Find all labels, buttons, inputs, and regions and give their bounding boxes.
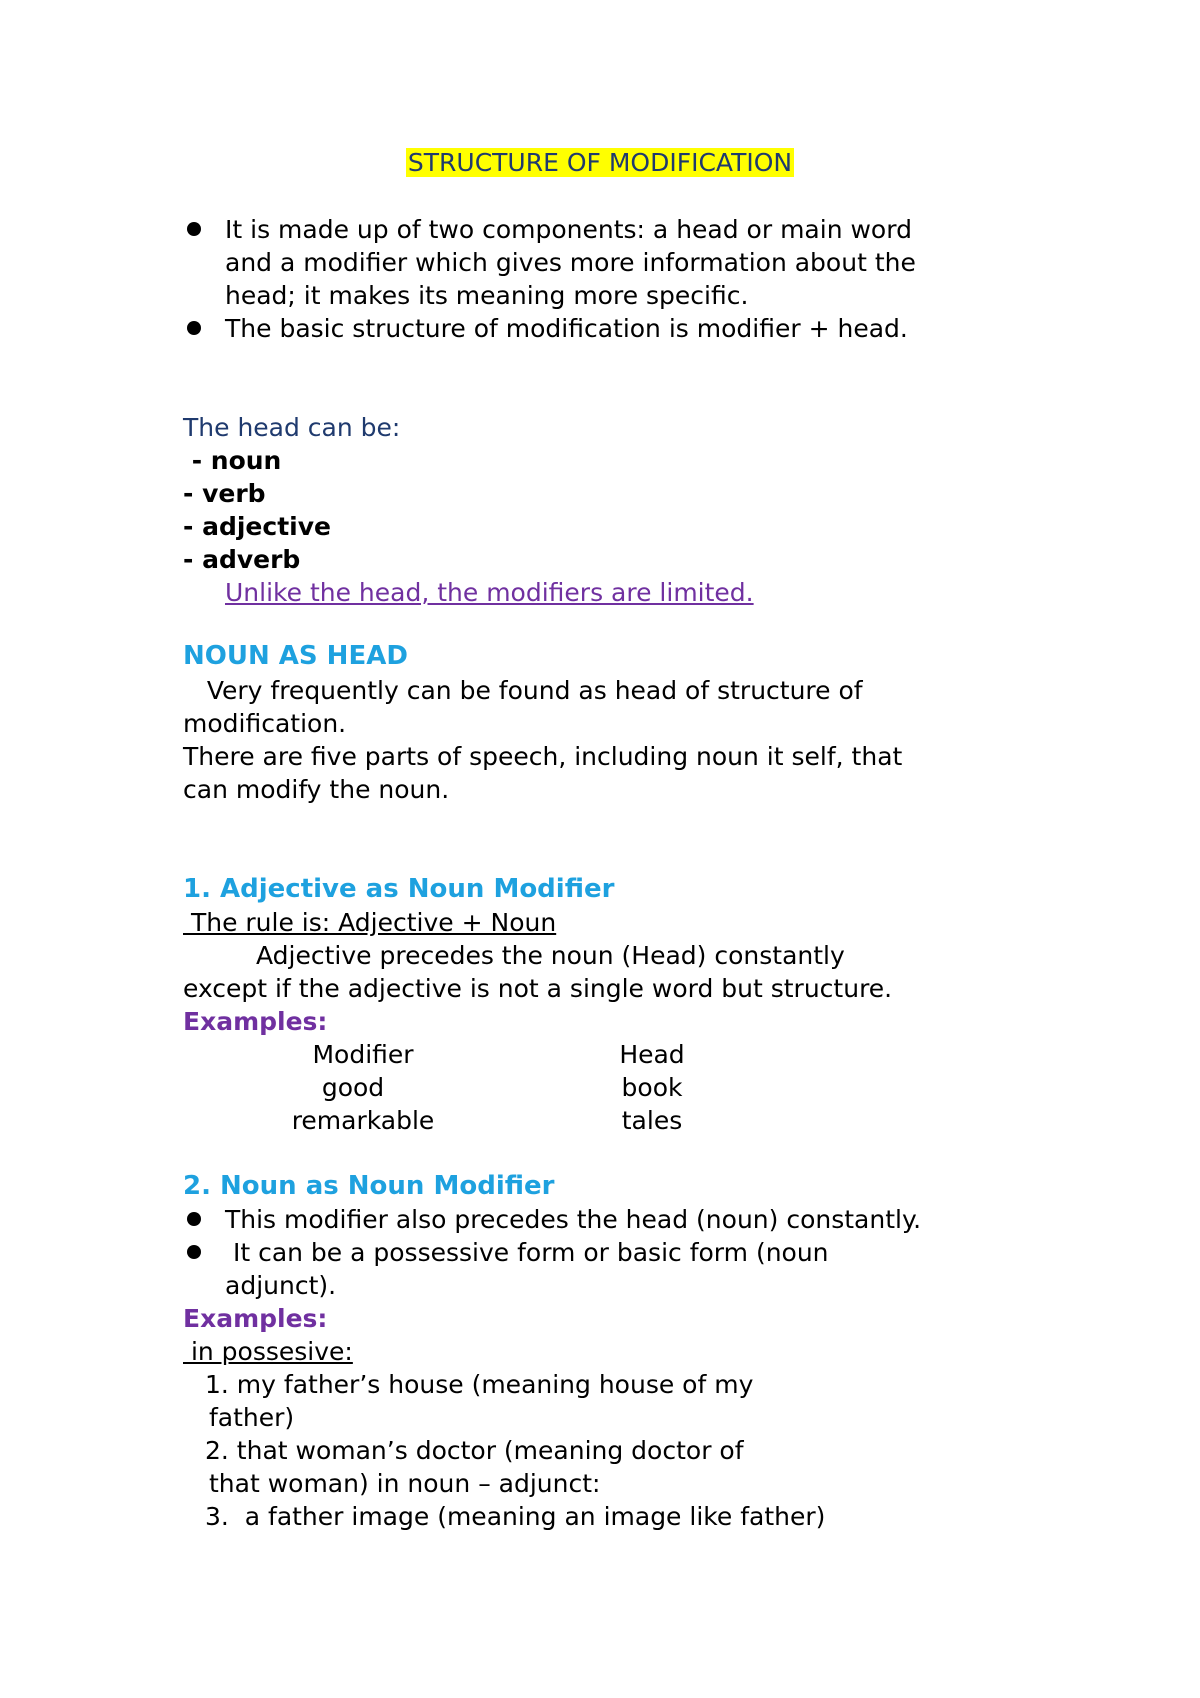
table-cell-head-1: book [621,1073,683,1102]
head-item-verb: - verb [183,479,266,508]
page-title [0,146,1200,179]
intro-bullet-1-line-1: It is made up of two components: a head or main word [225,215,912,244]
noun-as-head-line-3: There are five parts of speech, including noun it self, that [183,742,903,771]
noun-as-head-line-4: can modify the noun. [183,775,450,804]
example-1-line-2: father) [209,1403,295,1432]
head-item-adverb: - adverb [183,545,301,574]
intro-bullet-1-line-3: head; it makes its meaning more specific. [225,281,749,310]
table-cell-modifier-1: good [321,1073,385,1102]
example-1-line-1: 1. my father’s house (meaning house of my [205,1370,754,1399]
head-item-noun: - noun [183,446,282,475]
bullet-dot-icon [187,222,201,236]
section-2-examples-label: Examples: [183,1304,328,1333]
noun-as-head-heading: NOUN AS HEAD [183,641,408,671]
section-2-bullet-2-line-2: adjunct). [225,1271,337,1300]
bullet-dot-icon [187,1212,201,1226]
section-1-line-2: except if the adjective is not a single word but structure. [183,974,893,1003]
table-cell-modifier-2: remarkable [291,1106,435,1135]
example-2-line-2: that woman) in noun – adjunct: [209,1469,601,1498]
bullet-dot-icon [187,321,201,335]
noun-as-head-line-1: Very frequently can be found as head of structure of [183,676,863,705]
modifiers-limited-note: Unlike the head, the modifiers are limited. [225,578,754,607]
section-2-bullet-2-line-1: It can be a possessive form or basic form (noun [225,1238,829,1267]
page-title-text: STRUCTURE OF MODIFICATION [407,148,793,177]
table-cell-head-2: tales [621,1106,683,1135]
example-3-line-1: 3. a father image (meaning an image like father) [205,1502,826,1531]
bullet-dot-icon [187,1245,201,1259]
intro-bullet-1-line-2: and a modifier which gives more information about the [225,248,916,277]
section-2-heading: 2. Noun as Noun Modifier [183,1171,555,1201]
table-header-head: Head [619,1040,685,1069]
section-1-heading: 1. Adjective as Noun Modifier [183,874,615,904]
section-1-line-1: Adjective precedes the noun (Head) constantly [256,941,845,970]
head-item-adjective: - adjective [183,512,331,541]
section-1-examples-label: Examples: [183,1007,328,1036]
section-1-rule: The rule is: Adjective + Noun [183,908,557,937]
head-can-be-label: The head can be: [183,413,401,442]
intro-bullet-2-line-1: The basic structure of modification is modifier + head. [225,314,908,343]
example-2-line-1: 2. that woman’s doctor (meaning doctor of [205,1436,744,1465]
table-header-modifier: Modifier [312,1040,414,1069]
noun-as-head-line-2: modification. [183,709,347,738]
section-2-bullet-1: This modifier also precedes the head (noun) constantly. [225,1205,922,1234]
possessive-label: in possesive: [183,1337,353,1366]
